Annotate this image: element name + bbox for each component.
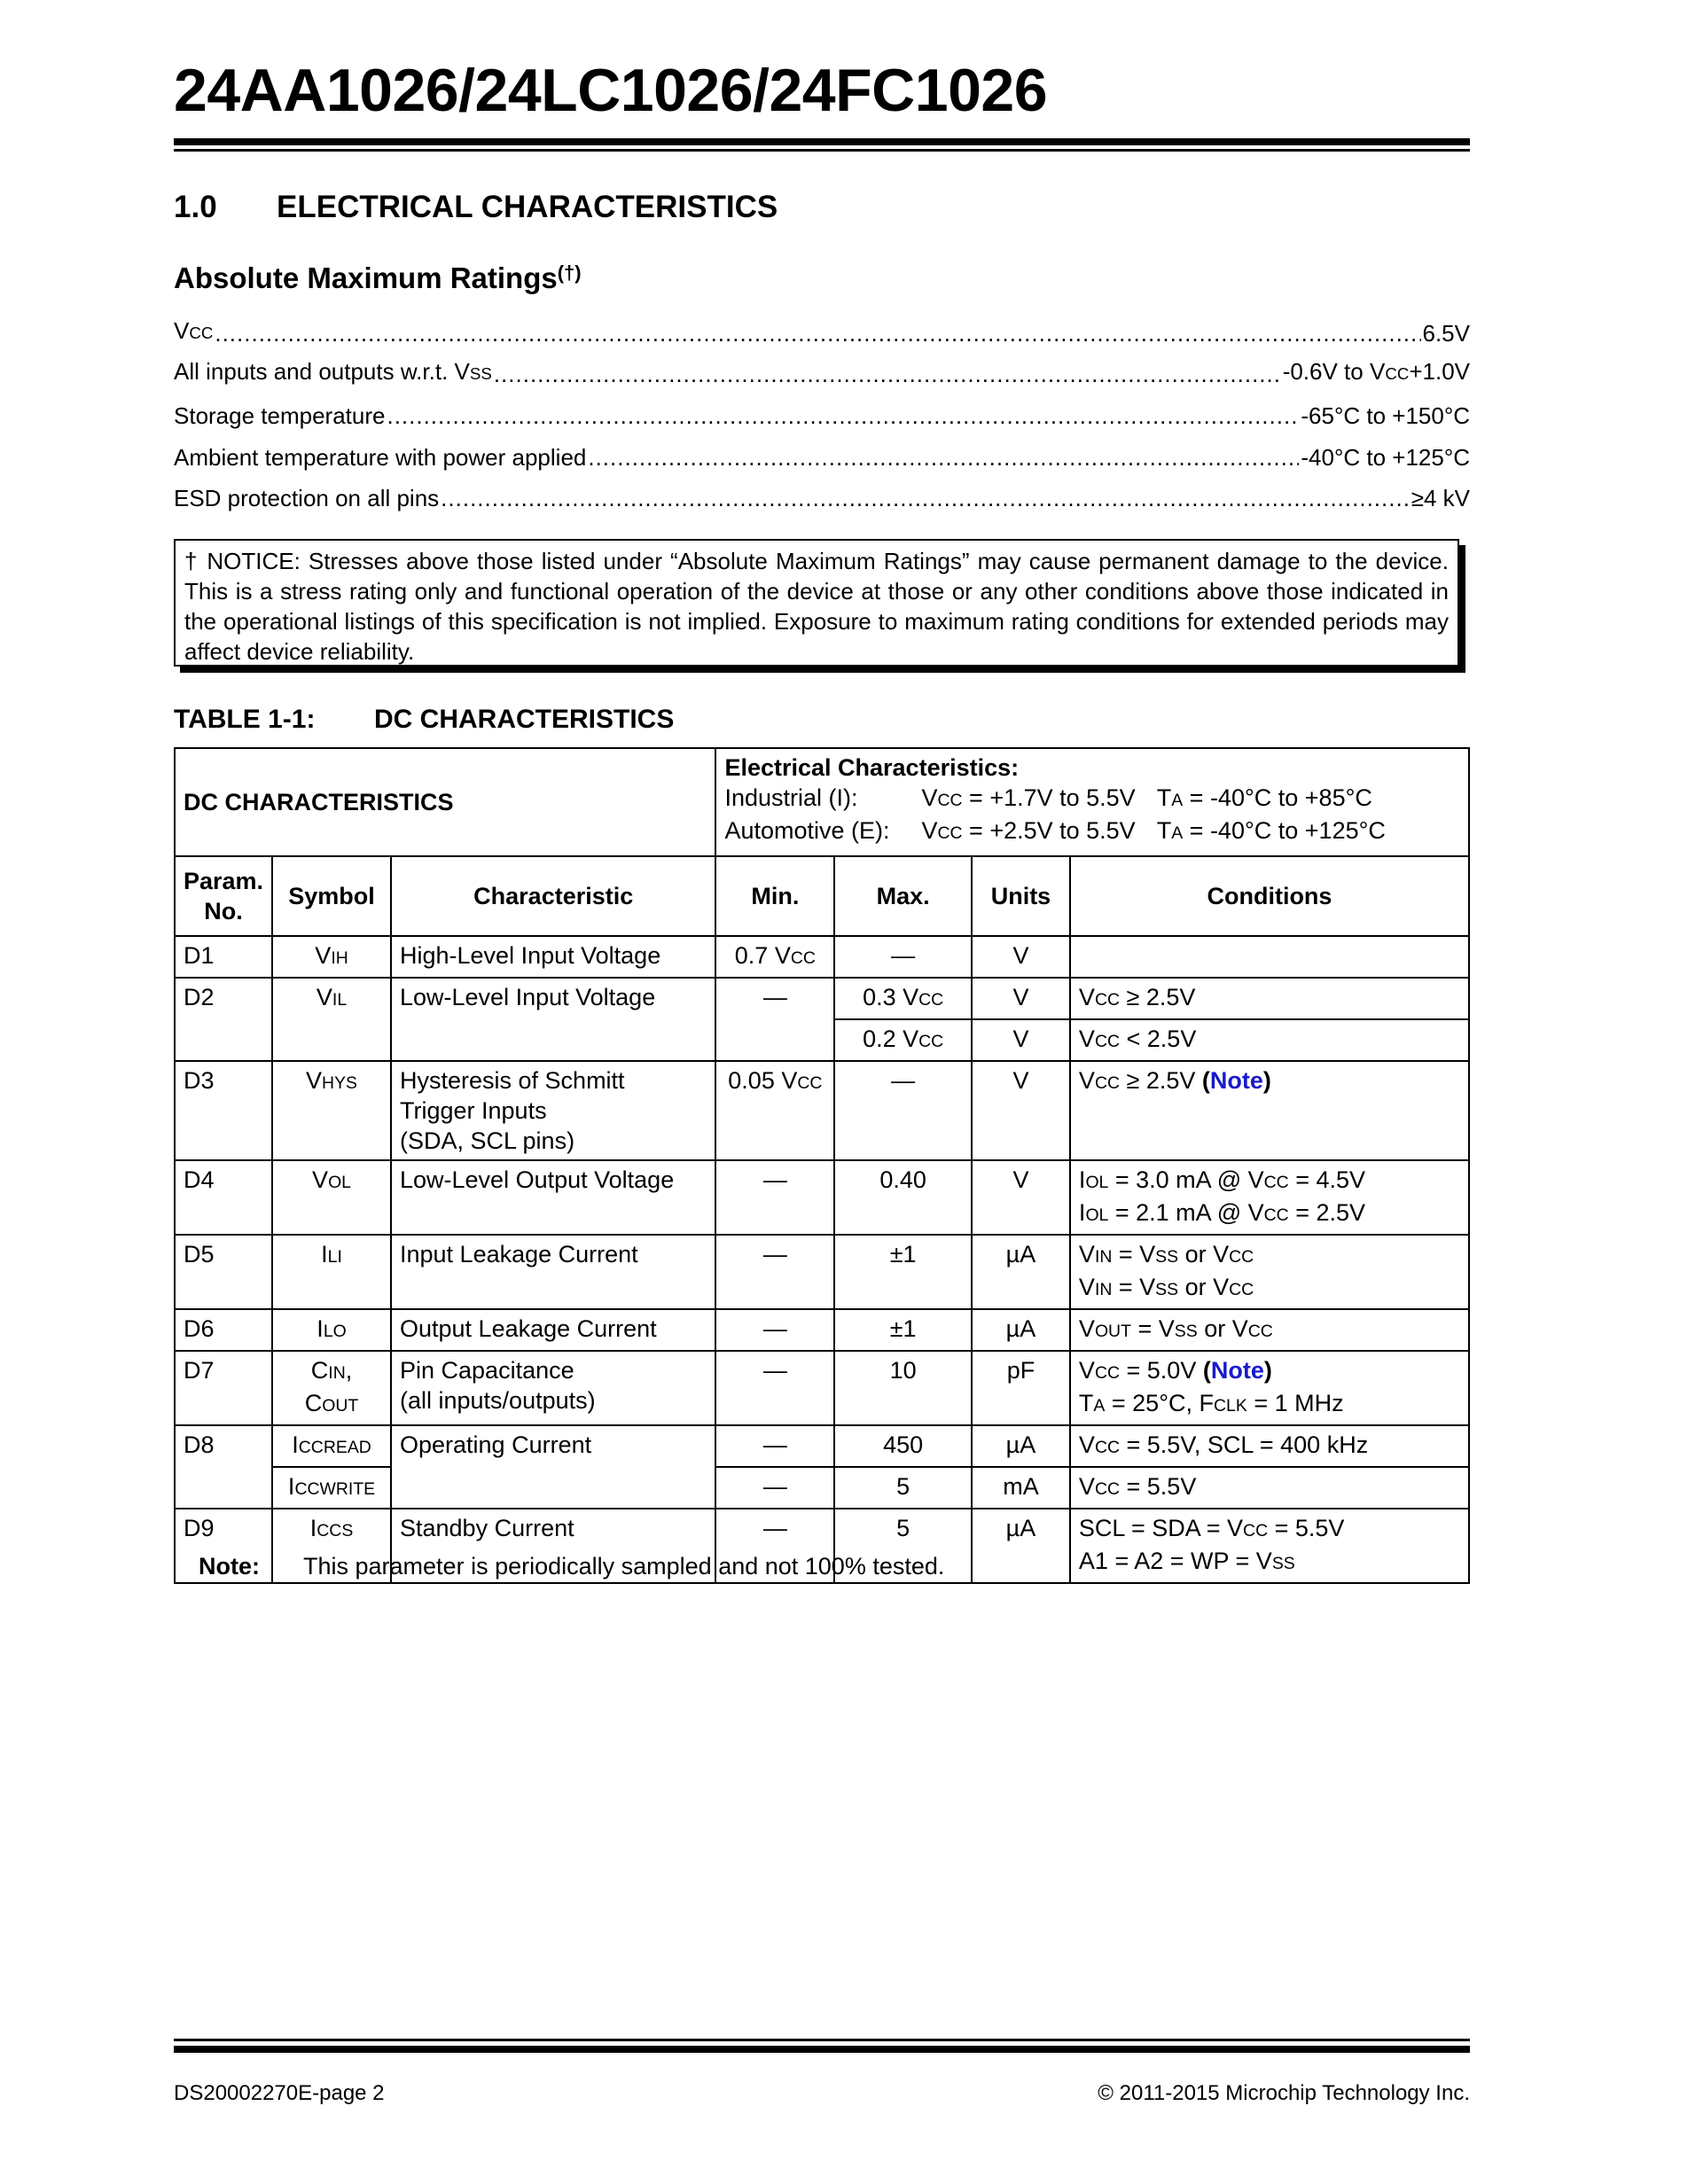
symbol: VIL	[272, 978, 391, 1061]
min: —	[715, 1509, 834, 1583]
electrical-characteristics	[715, 748, 1469, 856]
note-link[interactable]: Note	[1210, 1357, 1264, 1384]
conditions	[1070, 936, 1469, 978]
min: —	[715, 1160, 834, 1235]
characteristic: Pin Capacitance (all inputs/outputs)	[391, 1351, 715, 1425]
conditions: SCL = SDA = VCC = 5.5V A1 = A2 = WP = VSS	[1070, 1509, 1469, 1583]
footer-doc-id: DS20002270E-page 2	[174, 2081, 385, 2105]
conditions: VCC = 5.5V	[1070, 1467, 1469, 1509]
min: —	[715, 1351, 834, 1425]
rating-label: V	[174, 317, 190, 344]
conditions: VCC < 2.5V	[1070, 1019, 1469, 1061]
column-header-row	[175, 856, 1469, 936]
rating-value: ≥4 kV	[1411, 485, 1470, 511]
section-number: 1.0	[174, 190, 217, 224]
table-row	[175, 1425, 1469, 1467]
table-note	[199, 1551, 944, 1581]
units: µA	[972, 1425, 1070, 1467]
units: V	[972, 1160, 1070, 1235]
param-no: D6	[175, 1309, 272, 1351]
param-no: D2	[175, 978, 272, 1061]
col-max: Max.	[834, 856, 972, 936]
param-no: D8	[175, 1425, 272, 1509]
symbol: VHYS	[272, 1061, 391, 1160]
rating-row	[174, 477, 1470, 512]
max: 10	[834, 1351, 972, 1425]
section-heading	[174, 188, 778, 227]
amr-heading-text: Absolute Maximum Ratings	[174, 261, 558, 294]
characteristic: High-Level Input Voltage	[391, 936, 715, 978]
rating-row	[174, 436, 1470, 472]
characteristic: Operating Current	[391, 1425, 715, 1509]
conditions: VCC = 5.5V, SCL = 400 kHz	[1070, 1425, 1469, 1467]
min: —	[715, 1467, 834, 1509]
header-rule	[174, 138, 1470, 145]
max: ±1	[834, 1235, 972, 1309]
leader-dots	[441, 484, 1410, 512]
symbol: ILO	[272, 1309, 391, 1351]
max: —	[834, 1061, 972, 1160]
footer-rule	[174, 2046, 1470, 2053]
rating-row	[174, 394, 1470, 430]
min: 0.7 VCC	[715, 936, 834, 978]
param-no: D9	[175, 1509, 272, 1583]
col-units: Units	[972, 856, 1070, 936]
max: 450	[834, 1425, 972, 1467]
min: 0.05 VCC	[715, 1061, 834, 1160]
param-no: D5	[175, 1235, 272, 1309]
rating-row	[174, 353, 1470, 388]
units: mA	[972, 1467, 1070, 1509]
conditions: VCC ≥ 2.5V (Note)	[1070, 1061, 1469, 1160]
col-characteristic: Characteristic	[391, 856, 715, 936]
max: ±1	[834, 1309, 972, 1351]
section-title: ELECTRICAL CHARACTERISTICS	[277, 190, 778, 224]
table-row	[175, 978, 1469, 1019]
characteristic: Low-Level Output Voltage	[391, 1160, 715, 1235]
symbol: ICCREAD	[272, 1425, 391, 1467]
leader-dots	[588, 443, 1299, 472]
table-row	[175, 1351, 1469, 1425]
param-no: D4	[175, 1160, 272, 1235]
note-label: Note:	[199, 1553, 260, 1580]
units: µA	[972, 1509, 1070, 1583]
table-row	[175, 1309, 1469, 1351]
rating-label-sub: CC	[189, 324, 214, 342]
note-text: This parameter is periodically sampled and not 100% tested.	[303, 1553, 945, 1580]
table-row	[175, 1061, 1469, 1160]
header-rule-thin	[174, 149, 1470, 152]
min: —	[715, 1425, 834, 1467]
notice-box: † NOTICE: Stresses above those listed under “Absolute Maximum Ratings” may cause permanent damage to the device. This is a stress rating only and functional operation of the device at those or any other conditions above those indicated in the operational listings of this specification is not implied. Exposure to maximum rating conditions for extended periods may affect device reliability.	[174, 539, 1459, 667]
rating-value: -65°C to +150°C	[1301, 402, 1470, 429]
table-top-left: DC CHARACTERISTICS	[175, 748, 715, 856]
min: —	[715, 978, 834, 1061]
symbol: VIH	[272, 936, 391, 978]
symbol: ILI	[272, 1235, 391, 1309]
table-row	[175, 1467, 1469, 1509]
units: µA	[972, 1235, 1070, 1309]
table-header-row	[175, 748, 1469, 856]
symbol: ICCS	[272, 1509, 391, 1583]
col-min: Min.	[715, 856, 834, 936]
characteristic: Hysteresis of Schmitt Trigger Inputs (SDA, SCL pins)	[391, 1061, 715, 1160]
characteristic: Low-Level Input Voltage	[391, 978, 715, 1061]
max: 5	[834, 1467, 972, 1509]
amr-heading-dagger: (†)	[557, 261, 582, 284]
note-link[interactable]: Note	[1209, 1067, 1263, 1094]
leader-dots	[215, 319, 1420, 347]
rating-label: Storage temperature	[174, 402, 386, 429]
col-param: Param. No.	[175, 856, 272, 936]
symbol: ICCWRITE	[272, 1467, 391, 1509]
conditions: VCC = 5.0V (Note) TA = 25°C, FCLK = 1 MHz	[1070, 1351, 1469, 1425]
max: 0.3 VCC	[834, 978, 972, 1019]
symbol: CIN, COUT	[272, 1351, 391, 1425]
rating-label-sub: SS	[469, 364, 492, 383]
units: pF	[972, 1351, 1070, 1425]
min: —	[715, 1235, 834, 1309]
leader-dots	[387, 402, 1299, 430]
units: V	[972, 1061, 1070, 1160]
max: 5	[834, 1509, 972, 1583]
characteristic: Input Leakage Current	[391, 1235, 715, 1309]
leader-dots	[494, 360, 1281, 388]
param-no: D1	[175, 936, 272, 978]
ec-industrial: Industrial (I): VCC = +1.7V to 5.5V TA = -40°C to +85°C	[724, 784, 1372, 811]
rating-label: ESD protection on all pins	[174, 485, 440, 511]
param-no: D3	[175, 1061, 272, 1160]
table-row	[175, 1235, 1469, 1309]
param-no: D7	[175, 1351, 272, 1425]
rating-value: 6.5V	[1422, 320, 1470, 347]
document-title: 24AA1026/24LC1026/24FC1026	[174, 57, 1048, 124]
characteristic: Output Leakage Current	[391, 1309, 715, 1351]
max: —	[834, 936, 972, 978]
dc-characteristics-table	[174, 747, 1470, 1584]
characteristic: Standby Current	[391, 1509, 715, 1583]
amr-heading	[174, 259, 582, 298]
units: V	[972, 936, 1070, 978]
rating-value: -40°C to +125°C	[1301, 444, 1470, 471]
table-number: TABLE 1-1:	[174, 705, 316, 734]
units: V	[972, 978, 1070, 1019]
conditions: VOUT = VSS or VCC	[1070, 1309, 1469, 1351]
table-title: DC CHARACTERISTICS	[374, 705, 675, 734]
units: V	[972, 1019, 1070, 1061]
min: —	[715, 1309, 834, 1351]
rating-row	[174, 312, 1470, 347]
max: 0.2 VCC	[834, 1019, 972, 1061]
table-row	[175, 1160, 1469, 1235]
table-row	[175, 936, 1469, 978]
footer-rule-thin	[174, 2039, 1470, 2041]
conditions: VIN = VSS or VCC VIN = VSS or VCC	[1070, 1235, 1469, 1309]
rating-label: Ambient temperature with power applied	[174, 444, 587, 471]
conditions: VCC ≥ 2.5V	[1070, 978, 1469, 1019]
rating-value: -0.6V to VCC+1.0V	[1282, 358, 1470, 385]
ec-title: Electrical Characteristics:	[724, 754, 1020, 781]
table-caption	[174, 702, 674, 737]
ec-automotive: Automotive (E): VCC = +2.5V to 5.5V TA = -40°C to +125°C	[724, 817, 1386, 844]
col-conditions: Conditions	[1070, 856, 1469, 936]
col-symbol: Symbol	[272, 856, 391, 936]
footer-copyright: © 2011-2015 Microchip Technology Inc.	[1098, 2081, 1470, 2105]
rating-label: All inputs and outputs w.r.t. V	[174, 358, 470, 385]
max: 0.40	[834, 1160, 972, 1235]
units: µA	[972, 1309, 1070, 1351]
symbol: VOL	[272, 1160, 391, 1235]
conditions: IOL = 3.0 mA @ VCC = 4.5V IOL = 2.1 mA @ VCC = 2.5V	[1070, 1160, 1469, 1235]
